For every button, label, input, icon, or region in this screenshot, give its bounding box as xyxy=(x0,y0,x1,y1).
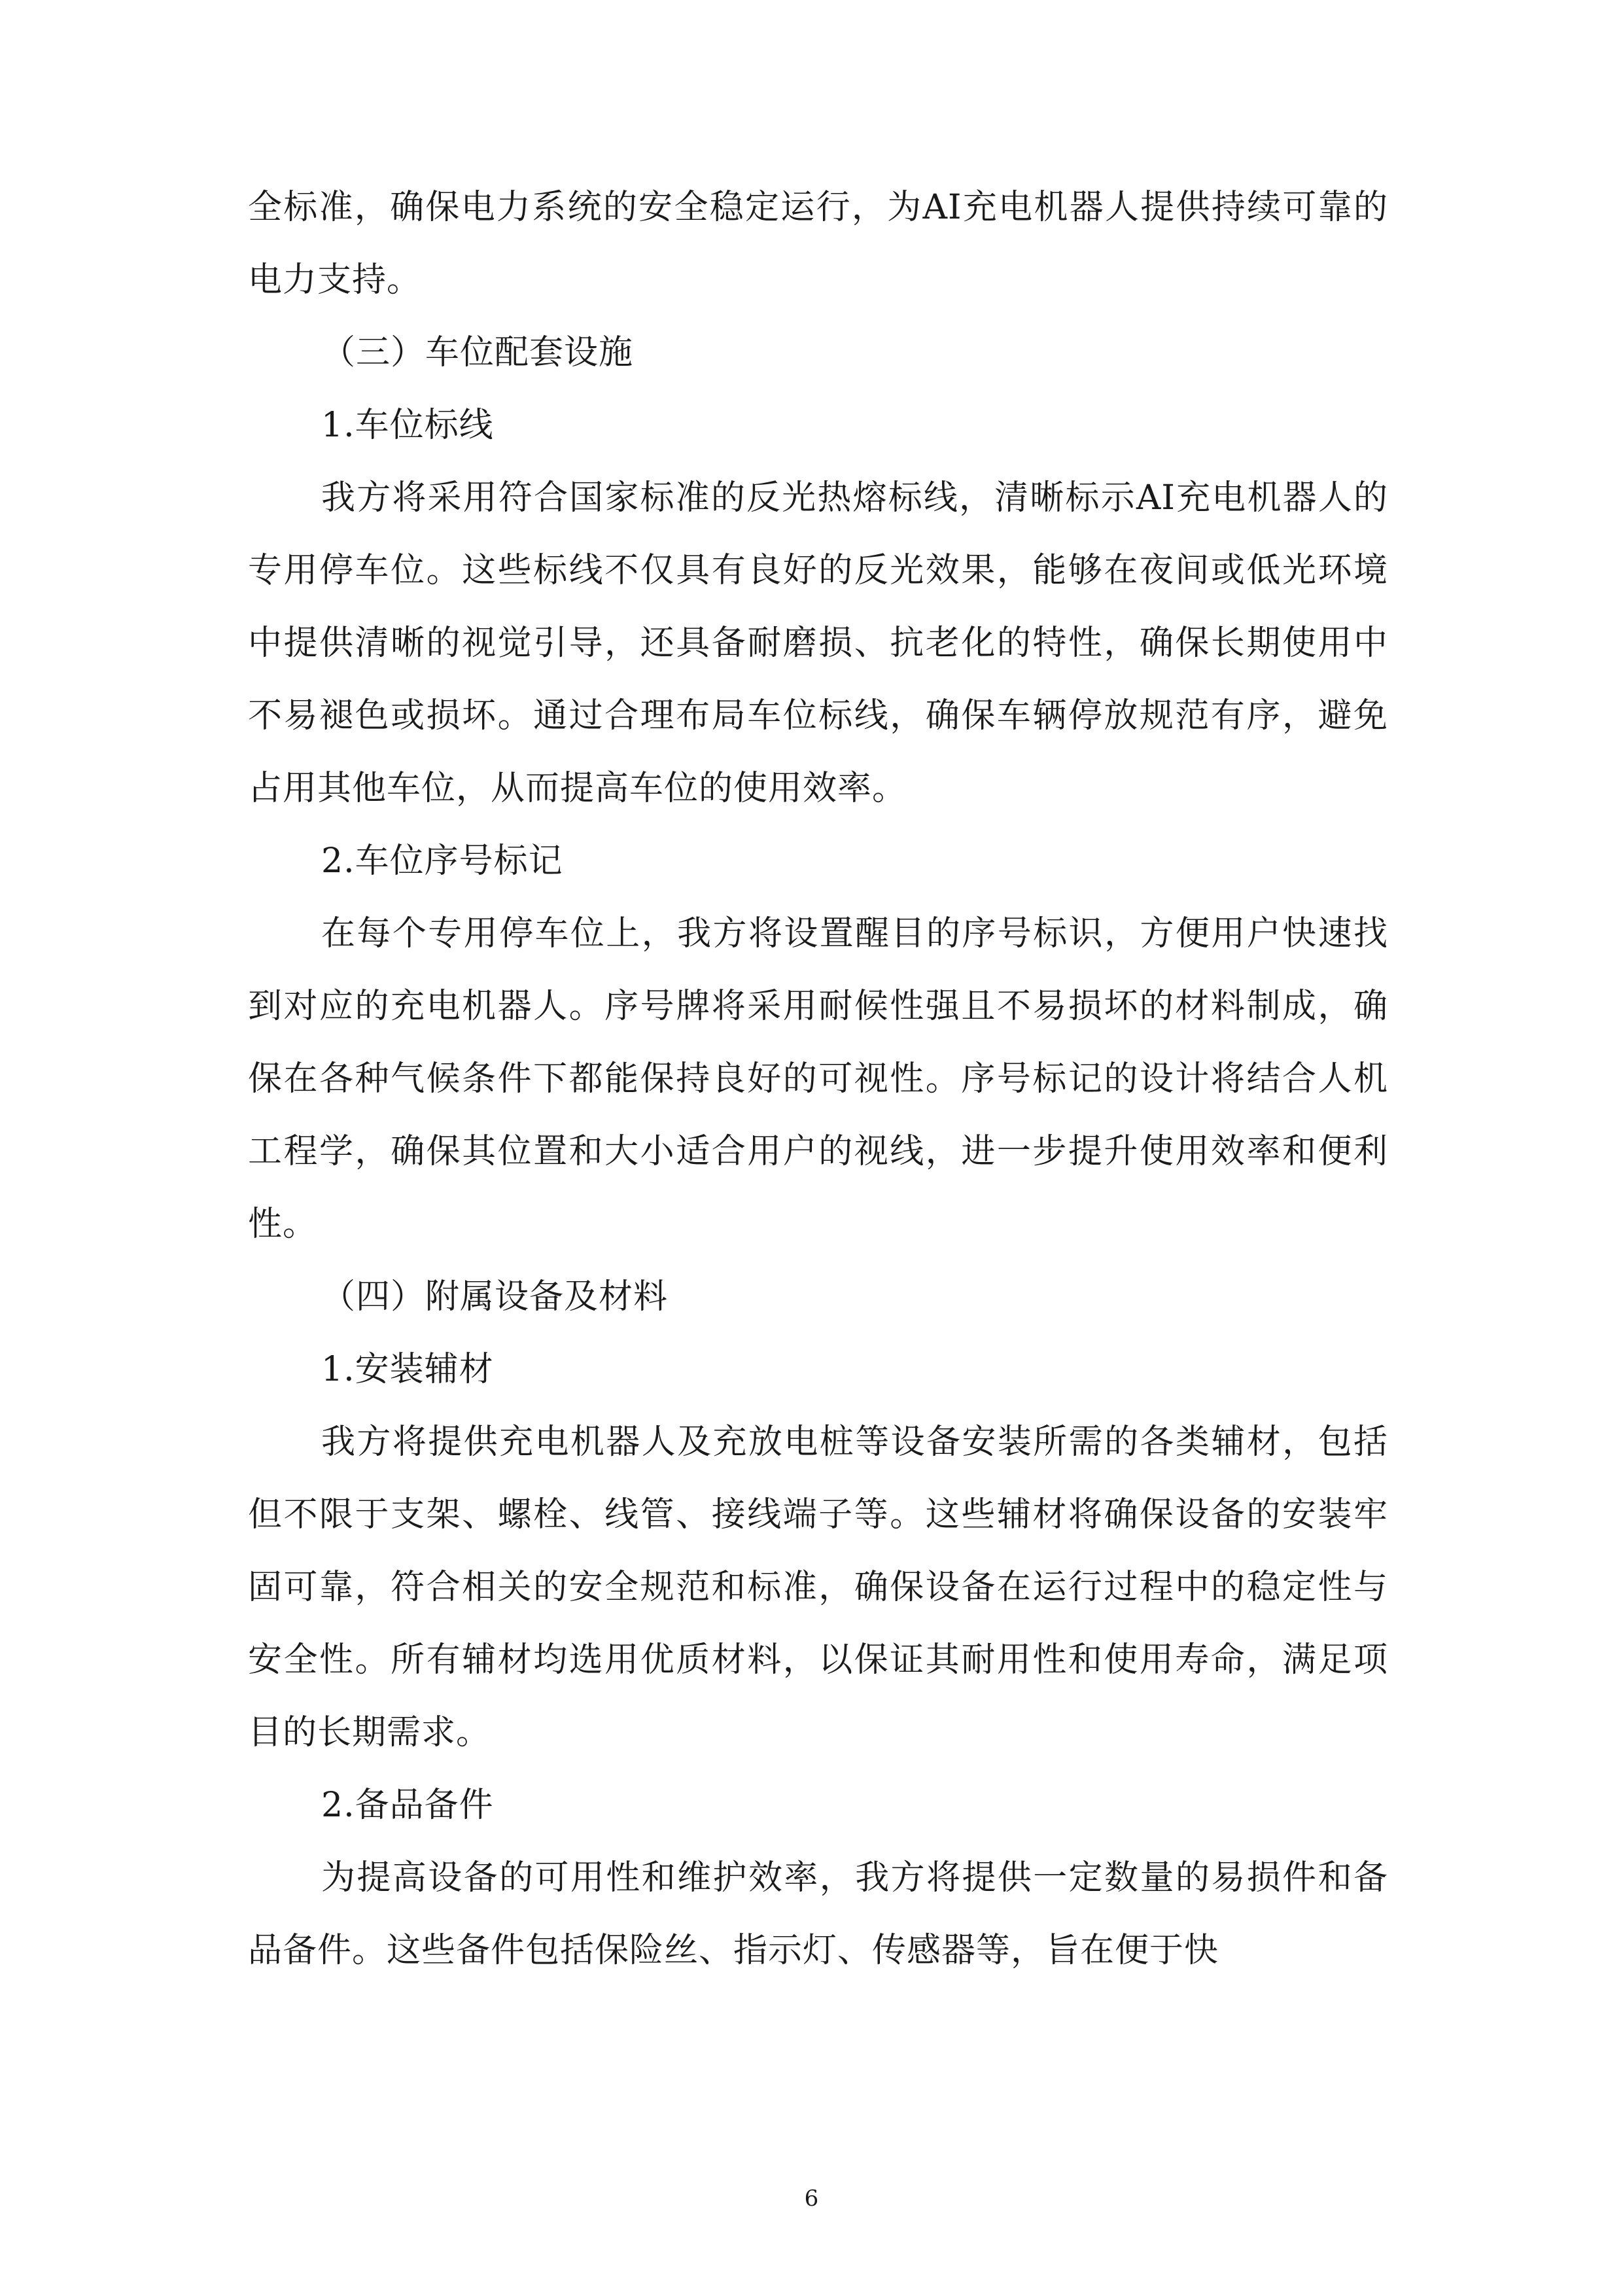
subheading-space-numbering: 2.车位序号标记 xyxy=(321,841,563,881)
paragraph-continuation: 全标准，确保电力系统的安全稳定运行，为AI充电机器人提供持续可靠的电力支持。 xyxy=(248,188,1388,300)
paragraph-spare-parts: 为提高设备的可用性和维护效率，我方将提供一定数量的易损件和备品备件。这些备件包括保险丝、指示灯、传感器等，旨在便于快 xyxy=(248,1858,1388,1970)
page-number: 6 xyxy=(804,2185,819,2212)
paragraph-install-materials: 我方将提供充电机器人及充放电桩等设备安装所需的各类辅材，包括但不限于支架、螺栓、线管、接线端子等。这些辅材将确保设备的安装牢固可靠，符合相关的安全规范和标准，确保设备在运行过程中的稳定性与安全性。所有辅材均选用优质材料，以保证其耐用性和使用寿命，满足项目的长期需求。 xyxy=(248,1422,1388,1752)
section-heading-three: （三）车位配套设施 xyxy=(321,333,634,372)
paragraph-space-numbering: 在每个专用停车位上，我方将设置醒目的序号标识，方便用户快速找到对应的充电机器人。序号牌将采用耐候性强且不易损坏的材料制成，确保在各种气候条件下都能保持良好的可视性。序号标记的设计将结合人机工程学，确保其位置和大小适合用户的视线，进一步提升使用效率和便利性。 xyxy=(248,914,1388,1244)
subheading-install-materials: 1.安装辅材 xyxy=(321,1350,494,1389)
paragraph-parking-lines: 我方将采用符合国家标准的反光热熔标线，清晰标示AI充电机器人的专用停车位。这些标线不仅具有良好的反光效果，能够在夜间或低光环境中提供清晰的视觉引导，还具备耐磨损、抗老化的特性，确保长期使用中不易褪色或损坏。通过合理布局车位标线，确保车辆停放规范有序，避免占用其他车位，从而提高车位的使用效率。 xyxy=(248,478,1388,808)
body-text xyxy=(248,171,1388,1987)
subheading-parking-lines: 1.车位标线 xyxy=(321,406,494,445)
section-heading-four: （四）附属设备及材料 xyxy=(321,1277,669,1316)
subheading-spare-parts: 2.备品备件 xyxy=(321,1786,494,1825)
